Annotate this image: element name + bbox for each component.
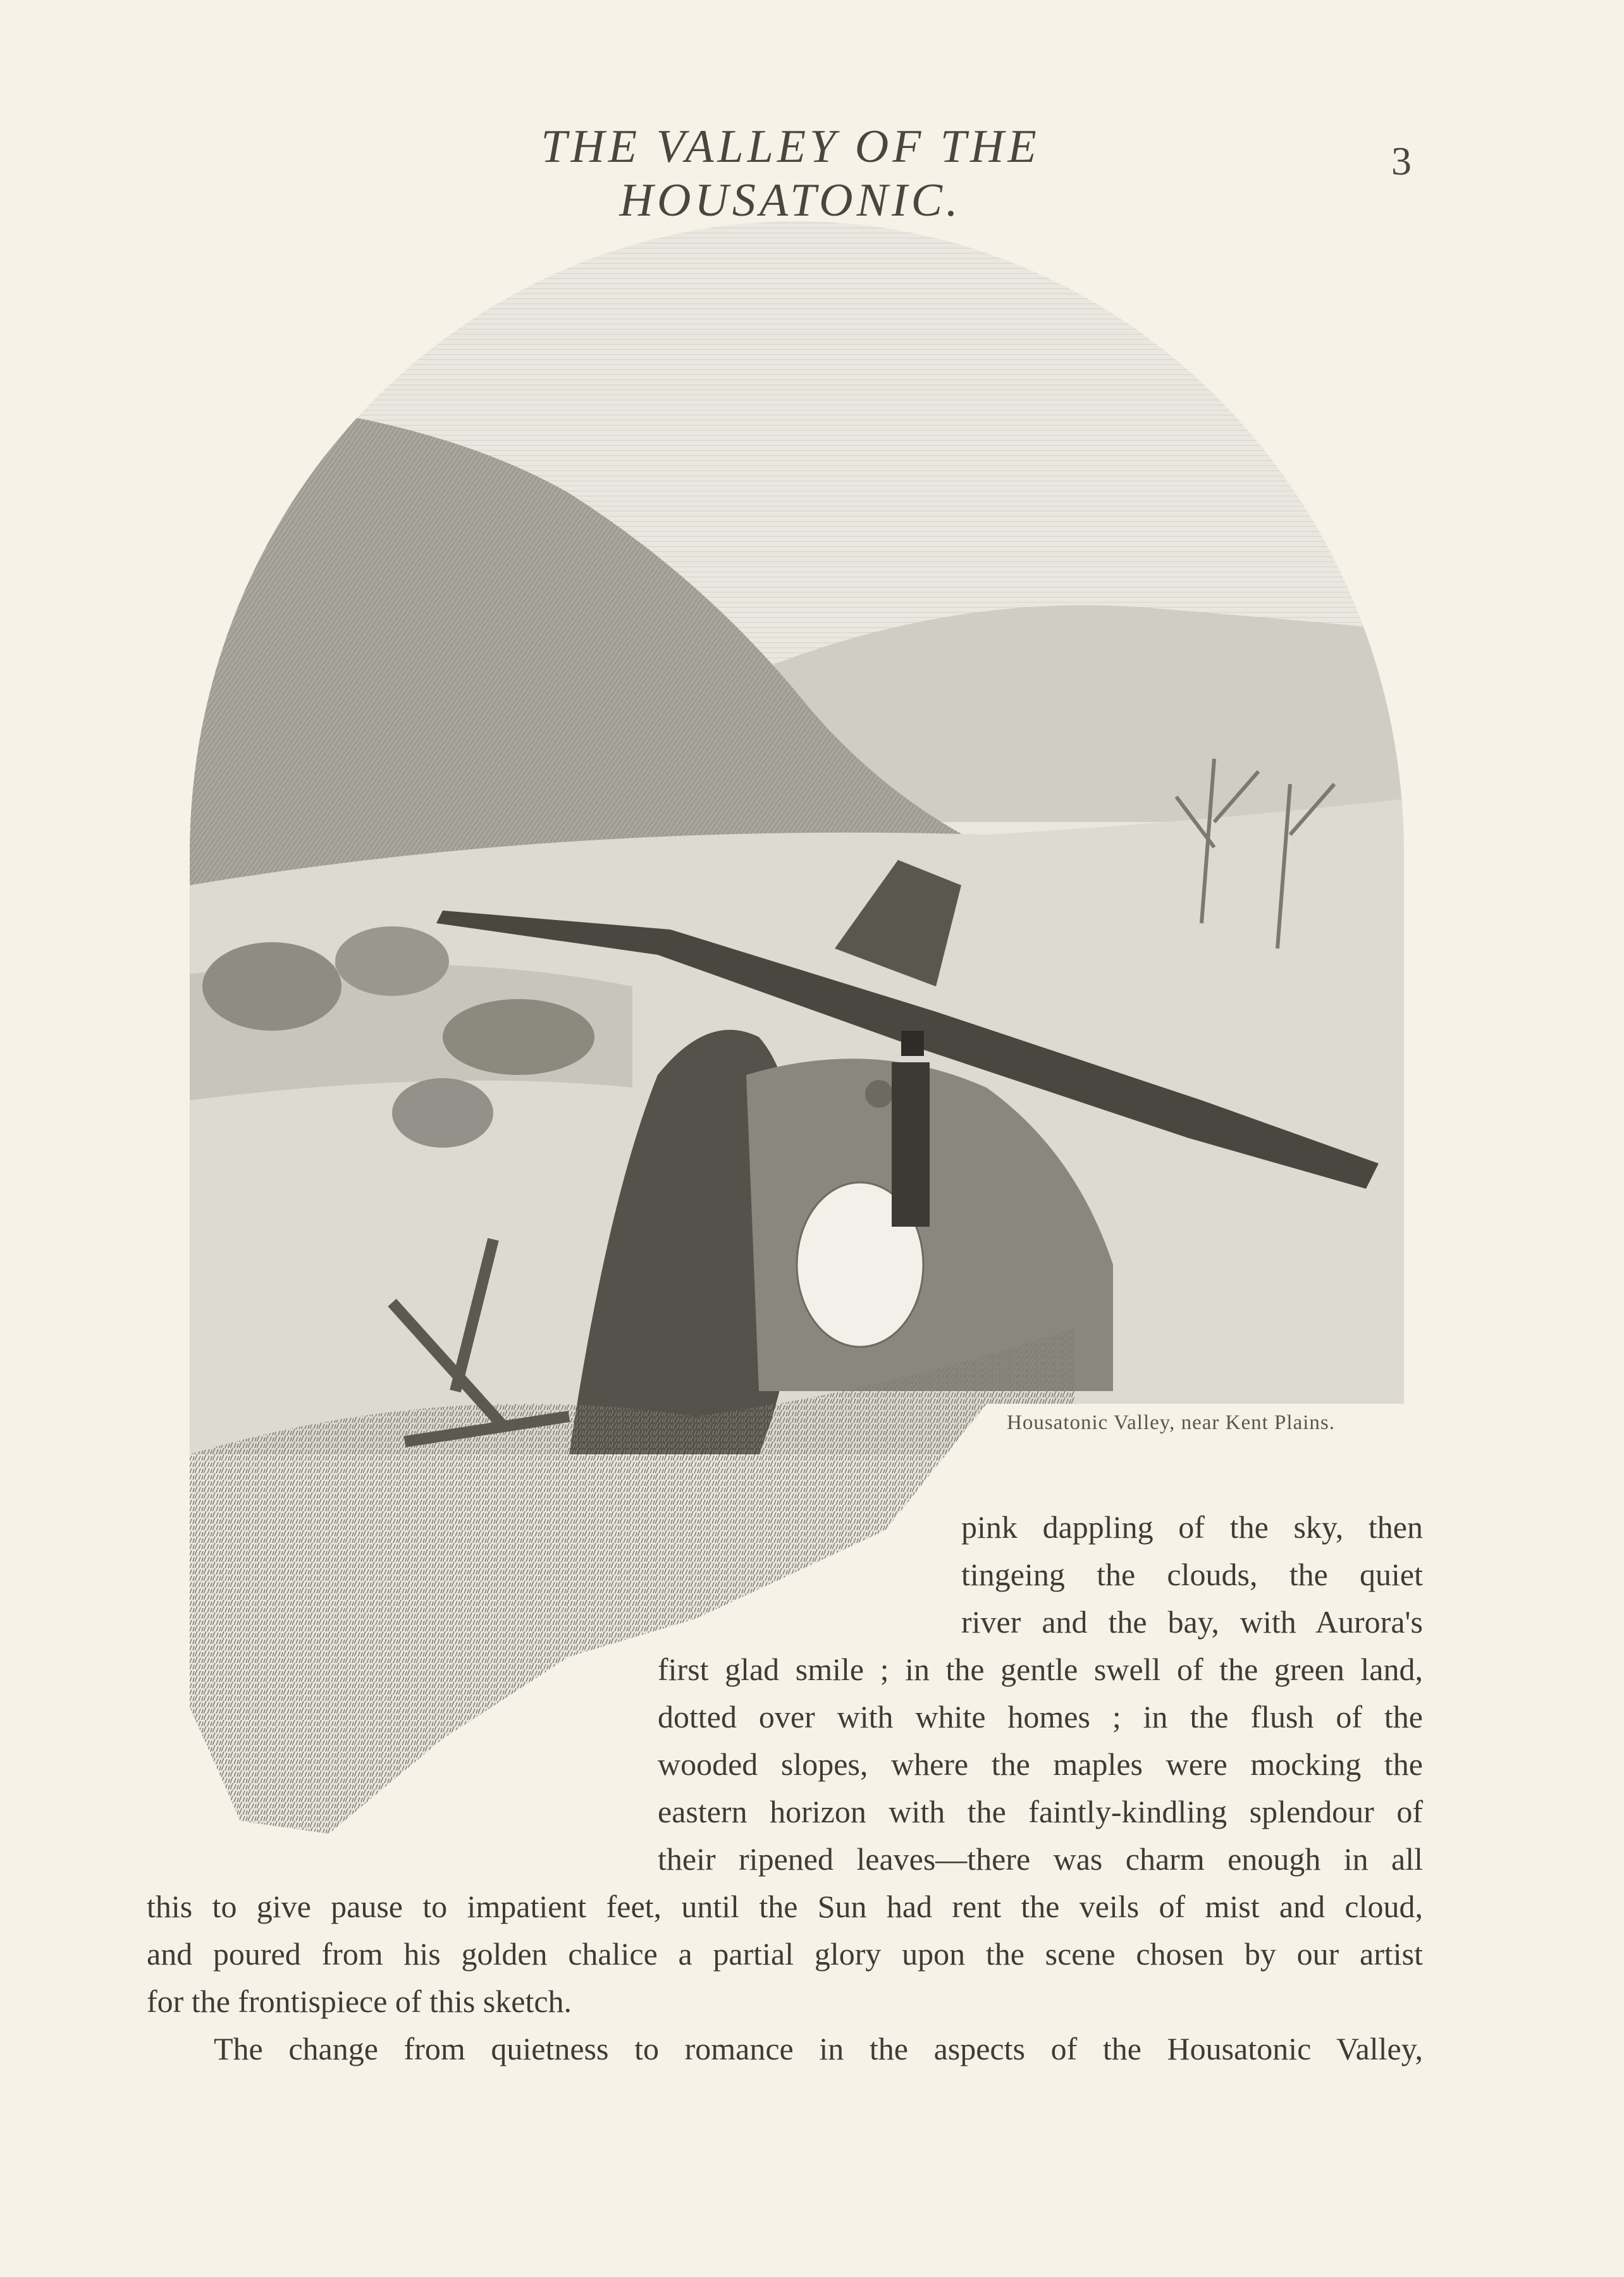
text-line: their ripened leaves—there was charm enough in all [658, 1841, 1423, 1877]
text-line: The change from quietness to romance in the aspects of the Housatonic Valley, [214, 2031, 1423, 2066]
text-line: pink dappling of the sky, then [961, 1509, 1423, 1545]
page-number: 3 [1391, 138, 1412, 183]
text-line: and poured from his golden chalice a partial glory upon the scene chosen by our artist [147, 1936, 1423, 1972]
text-line: eastern horizon with the faintly-kindling splendour of [658, 1794, 1423, 1829]
text-line: this to give pause to impatient feet, until the Sun had rent the veils of mist and cloud, [147, 1889, 1423, 1924]
text-line: dotted over with white homes ; in the flush of the [658, 1699, 1423, 1734]
text-line: river and the bay, with Aurora's [961, 1604, 1423, 1640]
illustration-caption: Housatonic Valley, near Kent Plains. [1007, 1411, 1335, 1434]
text-line: for the frontispiece of this sketch. [147, 1984, 572, 2019]
running-head: THE VALLEY OF THE HOUSATONIC. [541, 121, 1040, 226]
text-line: tingeing the clouds, the quiet [961, 1557, 1423, 1592]
text-line: wooded slopes, where the maples were mocking the [658, 1746, 1423, 1782]
text-line: first glad smile ; in the gentle swell of the green land, [658, 1652, 1423, 1687]
